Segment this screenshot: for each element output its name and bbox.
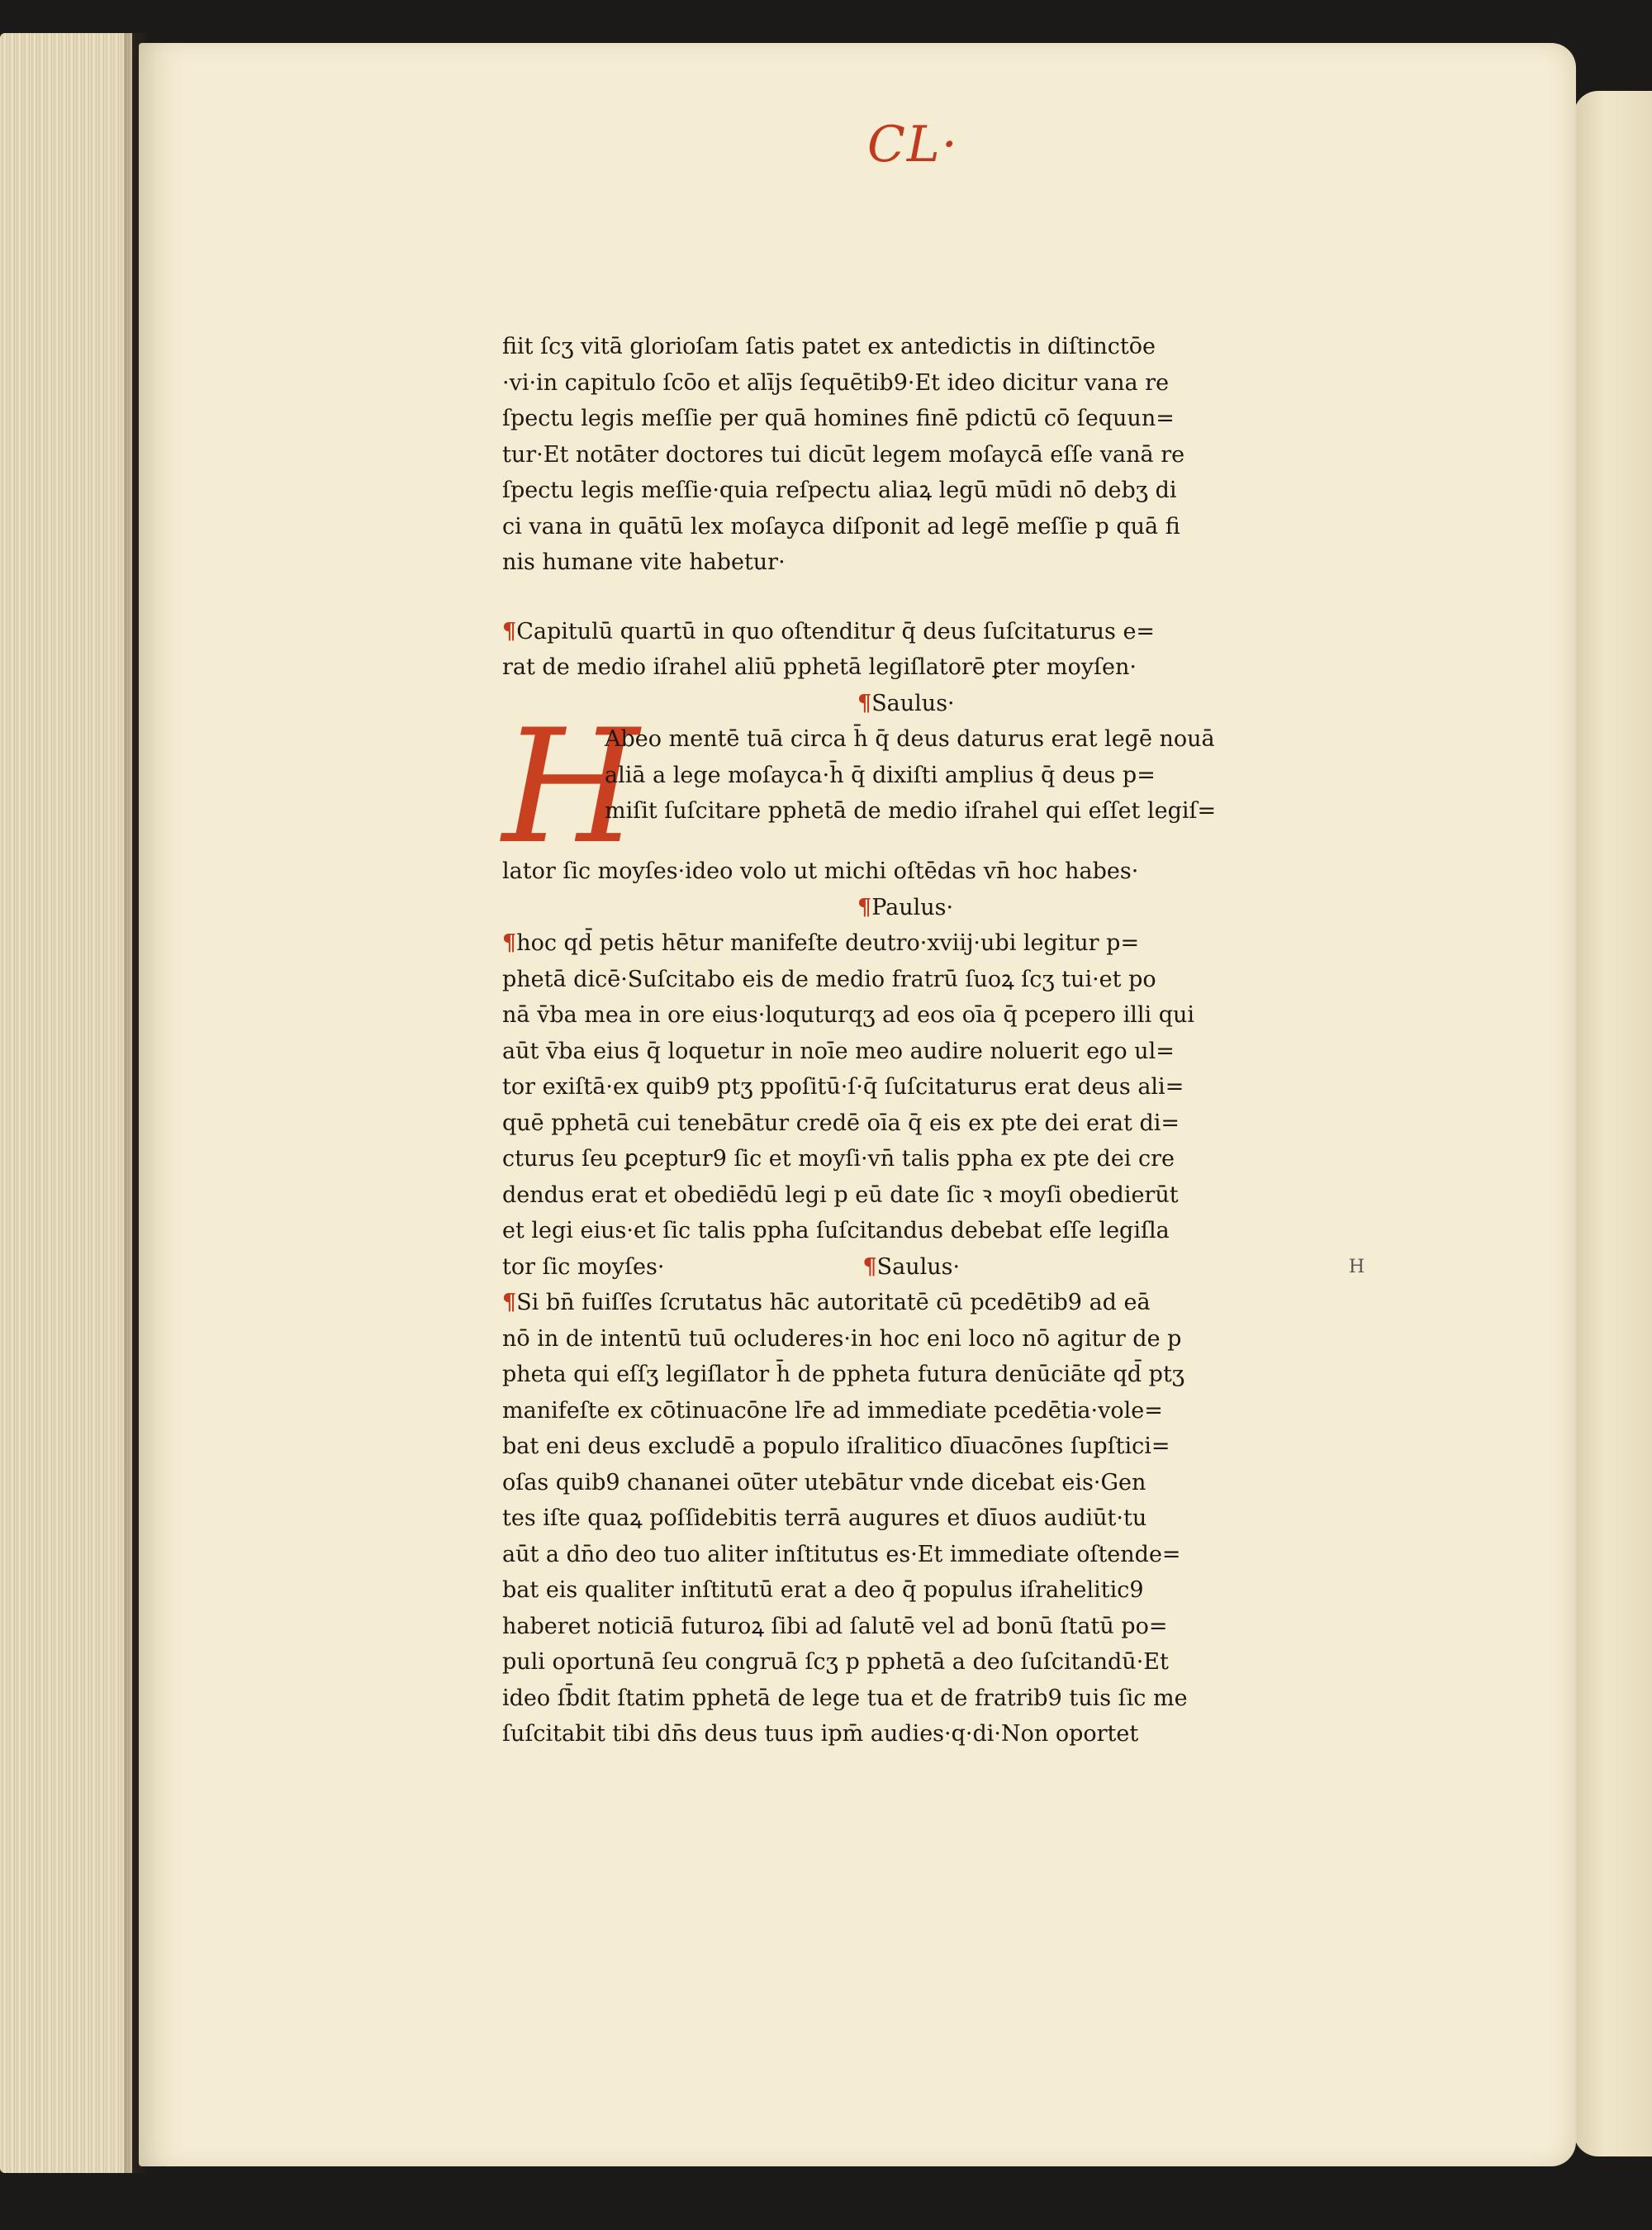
text-line: fiit ſcʒ vitā glorioſam ſatis patet ex antedictis in diſtinctōe <box>502 334 1156 359</box>
text-line: manifeſte ex cōtinuacōne lr̄e ad immediate pcedētia·vole= <box>502 1397 1163 1424</box>
text-line: ideo ſb̄dit ſtatim pphetā de lege tua et de fratrib9 tuis ſic me <box>502 1685 1188 1711</box>
text-line: ·vi·in capitulo ſcōo et alījs ſequētib9·Et ideo dicitur vana re <box>502 369 1170 396</box>
text-line: nō in de intentū tuū ocluderes·in hoc eni loco nō agitur de p <box>502 1325 1182 1352</box>
text-line: ci vana in quātū lex moſayca diſponit ad legē meſſie p quā fi <box>502 513 1180 540</box>
text-line: haberet noticiā futuroꝝ ſibi ad ſalutē vel ad bonū ſtatū po= <box>502 1613 1168 1639</box>
speaker-saulus: Saulus· <box>876 1253 961 1280</box>
text-line: aliā a lege moſayca·h̄ q̄ dixiſti amplius q̄ deus p= <box>605 762 1156 788</box>
text-line: et legi eius·et ſic talis ppha ſuſcitandus debebat eſſe legiſla <box>502 1218 1170 1243</box>
text-line: nā v̄ba mea in ore eius·loquturqʒ ad eos oīa q̄ pcepero illi qui <box>502 1002 1195 1028</box>
intro-paragraph <box>502 329 1353 581</box>
speaker-label <box>862 1249 960 1286</box>
text-span: Si bn̄ fuiſſes ſcrutatus hāc autoritatē cū pcedētib9 ad eā <box>516 1290 1151 1315</box>
text-line: miſit ſuſcitare pphetā de medio iſrahel qui eſſet legiſ= <box>605 798 1217 824</box>
text-line: tur·Et notāter doctores tui dicūt legem moſaycā eſſe vanā re <box>502 441 1185 468</box>
spacer <box>502 581 1353 614</box>
text-line: oſas quib9 chananei oūter utebātur vnde dicebat eis·Gen <box>502 1469 1146 1495</box>
text-line: phetā dicē·Suſcitabo eis de medio fratrū ſuoꝝ ſcʒ tui·et po <box>502 966 1156 992</box>
text-block <box>502 329 1365 1752</box>
paragraph-mark: ¶ <box>857 894 872 920</box>
saulus-paragraph-2 <box>502 1285 1353 1752</box>
chapter-heading <box>502 614 1353 686</box>
text-line: ſuſcitabit tibi dn̄s deus tuus ipm̄ audies·q·di·Non oportet <box>502 1721 1139 1747</box>
text-line <box>502 1249 1365 1286</box>
heading-line: rat de medio iſrahel aliū pphetā legiſlatorē ꝑter moyſen· <box>502 654 1137 680</box>
text-line: aūt v̄ba eius q̄ loquetur in noīe meo audire noluerit ego ul= <box>502 1038 1175 1064</box>
paragraph-mark: ¶ <box>502 618 517 644</box>
decorated-initial: H <box>502 696 639 878</box>
left-page-edges <box>0 33 132 2173</box>
text-line: aūt a dn̄o deo tuo aliter inſtitutus es·Et immediate oſtende= <box>502 1541 1181 1567</box>
text-span: tor ſic moyſes· <box>502 1253 665 1280</box>
heading-text: Capitulū quartū in quo oſtenditur q̄ deus ſuſcitaturus e= <box>516 618 1156 644</box>
right-page-edge <box>1574 91 1652 2156</box>
text-line: lator ſic moyſes·ideo volo ut michi oſtēdas vn̄ hoc habes· <box>502 858 1139 884</box>
paragraph-mark: ¶ <box>857 690 872 716</box>
paragraph-mark: ¶ <box>502 930 517 956</box>
text-line: quē pphetā cui tenebātur credē oīa q̄ eis ex pte dei erat di= <box>502 1110 1180 1136</box>
speaker-label <box>857 686 955 722</box>
margin-note: H <box>1348 1256 1365 1277</box>
paragraph-mark: ¶ <box>862 1253 877 1280</box>
text-line: bat eni deus excludē a populo iſralitico dīuacōnes ſupſtici= <box>502 1434 1170 1459</box>
text-line <box>502 1285 1353 1321</box>
text-line: puli oportunā ſeu congruā ſcʒ p pphetā a deo ſuſcitandū·Et <box>502 1649 1169 1675</box>
text-line: dendus erat et obediēdū legi p eū date ſic ꝛ moyſi obedierūt <box>502 1182 1179 1208</box>
text-line <box>502 925 1353 962</box>
paragraph-mark: ¶ <box>502 1290 517 1315</box>
text-line: Abeo mentē tuā circa h̄ q̄ deus daturus erat legē nouā <box>605 726 1215 752</box>
text-line: tes iſte quaꝝ poſſidebitis terrā augures et dīuos audiūt·tu <box>502 1505 1147 1531</box>
speaker-label <box>857 890 953 926</box>
text-line: bat eis qualiter inſtitutū erat a deo q̄ populus iſrahelitic9 <box>502 1577 1144 1603</box>
speaker-saulus: Saulus· <box>871 690 955 716</box>
speaker-paulus: Paulus· <box>871 894 954 920</box>
text-line: ſpectu legis meſſie per quā homines finē pdictū cō ſequun= <box>502 406 1175 431</box>
text-line: nis humane vite habetur· <box>502 549 786 575</box>
speaker-line <box>502 890 1353 926</box>
folio-number: CL· <box>867 116 959 174</box>
paulus-paragraph <box>502 925 1365 1285</box>
text-line: pheta qui eſſʒ legiſlator h̄ de ppheta futura denūciāte qd̄ ptʒ <box>502 1362 1185 1387</box>
heading-line <box>502 614 1353 650</box>
text-line: cturus ſeu ꝑceptur9 ſic et moyſi·vn̄ talis ppha ex pte dei cre <box>502 1146 1175 1172</box>
speaker-line <box>502 686 1353 722</box>
text-line: ſpectu legis meſſie·quia reſpectu aliaꝝ legū mūdi nō debʒ di <box>502 478 1177 503</box>
text-line: tor exiſtā·ex quib9 ptʒ ppoſitū·ſ·q̄ ſuſcitaturus erat deus ali= <box>502 1074 1184 1100</box>
text-span: hoc qd̄ petis hētur manifeſte deutro·xviij·ubi legitur p= <box>516 930 1140 956</box>
